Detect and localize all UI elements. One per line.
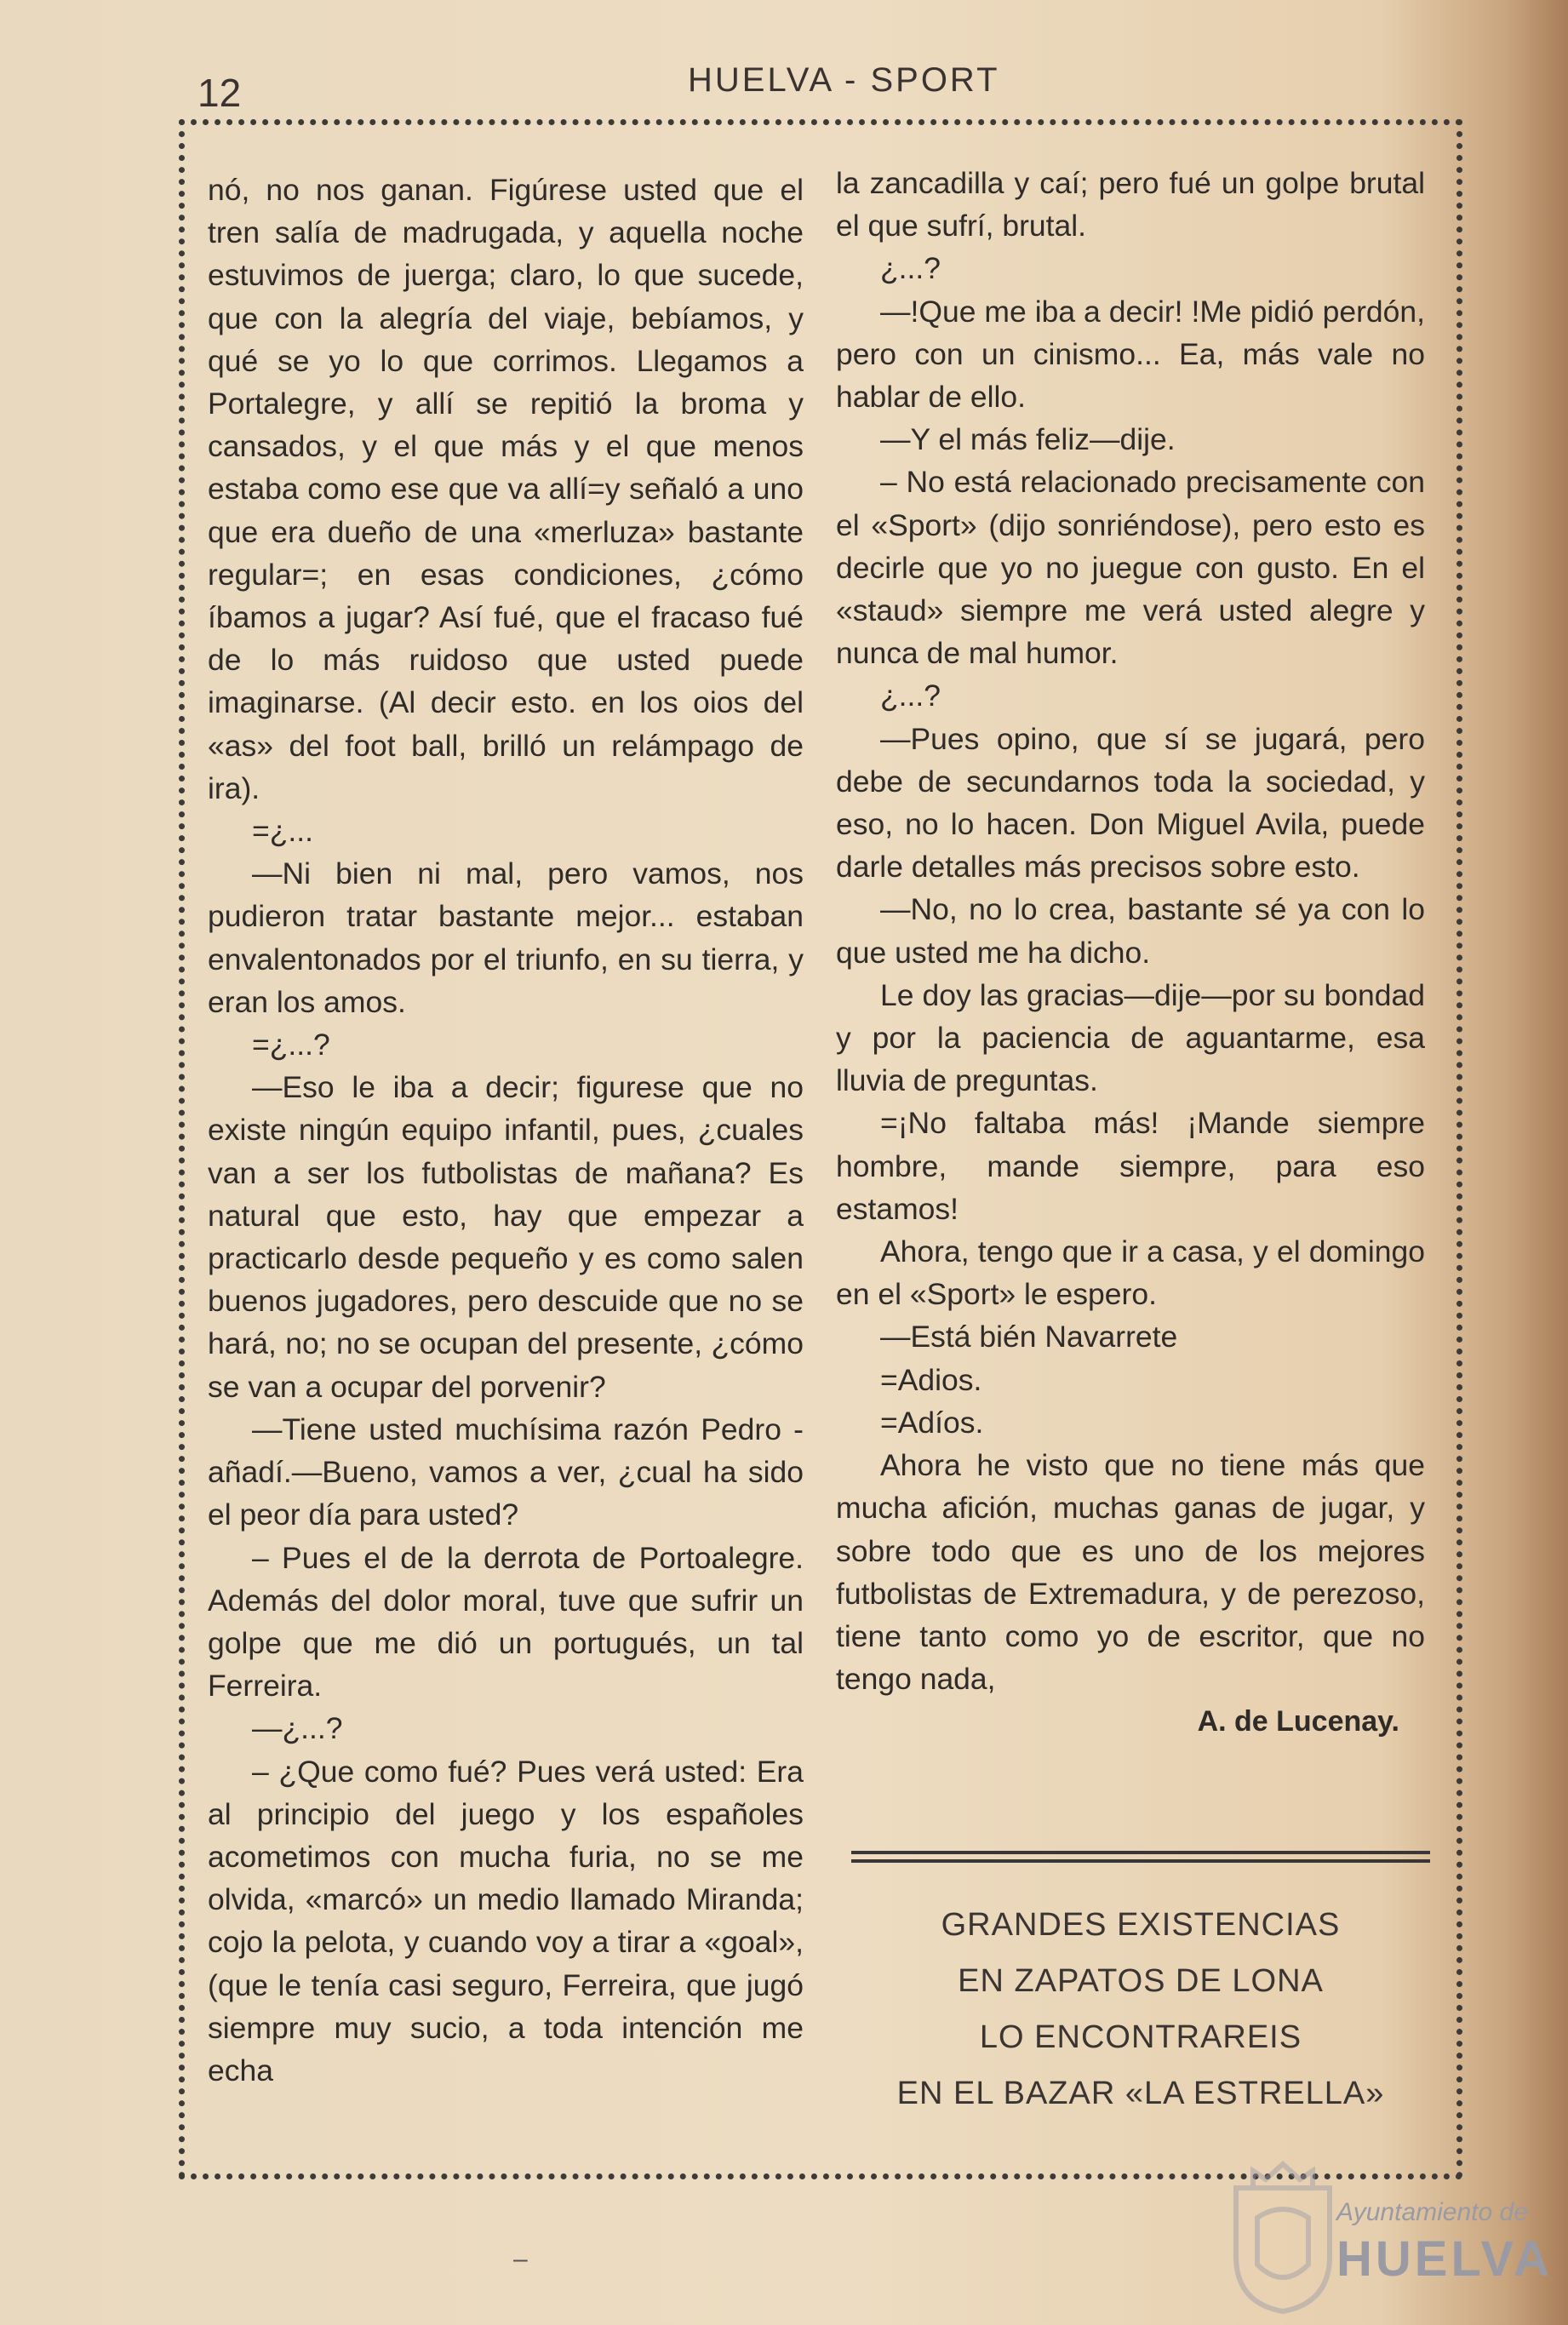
divider-rule [851,1859,1430,1863]
right-column [836,162,1425,1744]
ad-line: EN ZAPATOS DE LONA [958,1963,1324,1999]
paragraph: —Ni bien ni mal, pero vamos, nos pudieron tratar bastante mejor... estaban envalentonados por el triunfo, en su tierra, y eran los amos. [208,856,804,1019]
paragraph: —Y el más feliz—dije. [880,422,1176,457]
paragraph: =Adios. [880,1362,982,1397]
paragraph: —Está bién Navarrete [880,1320,1178,1354]
paragraph: —!Que me iba a decir! !Me pidió perdón, pero con un cinismo... Ea, más vale no hablar de ello. [836,294,1425,415]
page-number: 12 [197,71,242,115]
paragraph: Ahora, tengo que ir a casa, y el domingo en el «Sport» le espero. [836,1234,1425,1312]
paragraph: Ahora he visto que no tiene más que mucha afición, muchas ganas de jugar, y sobre todo que es uno de los mejores futbolistas de Extremadura, y de perezoso, tiene tanto como yo de escritor, que no tengo nada, [836,1448,1425,1697]
paragraph: nó, no nos ganan. Figúrese usted que el tren salía de madrugada, y aquella noche estuvimos de juerga; claro, lo que sucede, que con la alegría del viaje, bebíamos, y qué se yo lo que corrimos. Llegamos a Portalegre, y allí se repitió la broma y cansados, y el que más y el que menos estaba como ese que va allí=y señaló a uno que era dueño de una «merluza» bastante regular=; en esas condiciones, ¿cómo íbamos a jugar? Así fué, que el fracaso fué de lo más ruidoso que usted puede imaginarse. (Al decir esto. en los oios del «as» del foot ball, brilló un relámpago de ira). [208,173,804,805]
paragraph: =Adíos. [880,1405,984,1440]
paragraph: —No, no lo crea, bastante sé ya con lo que usted me ha dicho. [836,892,1425,970]
paragraph: =¿...? [252,1028,330,1062]
paragraph: —Eso le iba a decir; figurese que no existe ningún equipo infantil, pues, ¿cuales van a ser los futbolistas de mañana? Es natural que esto, hay que empezar a practicarlo desde pequeño y es como salen buenos jugadores, pero descuide que no se hará, no; no se ocupan del presente, ¿cómo se van a ocupar del porvenir? [208,1070,804,1404]
watermark-label: Ayuntamiento de [1336,2198,1528,2226]
paragraph: —Pues opino, que sí se jugará, pero debe de secundarnos toda la sociedad, y eso, no lo hacen. Don Miguel Avila, puede darle detalles más precisos sobre esto. [836,721,1425,885]
paragraph: – ¿Que como fué? Pues verá usted: Era al principio del juego y los españoles acometimos con mucha furia, no se me olvida, «marcó» un medio llamado Miranda; cojo la pelota, y cuando voy a tirar a «goal», (que le tenía casi seguro, Ferreira, que jugó siempre muy sucio, a toda intención me echa [208,1754,804,2087]
footer-mark: – [513,2245,528,2273]
ad-line: LO ENCONTRAREIS [979,2019,1302,2055]
paragraph: —Tiene usted muchísima razón Pedro - añadí.—Bueno, vamos a ver, ¿cual ha sido el peor día para usted? [208,1412,804,1532]
paragraph: Le doy las gracias—dije—por su bondad y por la paciencia de aguantarme, esa lluvia de preguntas. [836,977,1425,1098]
paragraph: =¡No faltaba más! ¡Mande siempre hombre, mande siempre, para eso estamos! [836,1106,1425,1226]
divider-rule [851,1851,1430,1854]
paragraph: ¿...? [880,679,941,713]
advertisement [851,1897,1430,2122]
ad-line: GRANDES EXISTENCIAS [941,1907,1341,1943]
author-signature: A. de Lucenay. [1197,1705,1399,1738]
paragraph: – No está relacionado precisamente con el «Sport» (dijo sonriéndose), pero esto es decirle que yo no juegue con gusto. En el «staud» siempre me verá usted alegre y nunca de mal humor. [836,465,1425,671]
ad-line: EN EL BAZAR «LA ESTRELLA» [896,2076,1385,2111]
paragraph: =¿... [252,814,314,849]
paragraph: la zancadilla y caí; pero fué un golpe brutal el que sufrí, brutal. [836,166,1425,243]
paragraph: —¿...? [252,1711,343,1746]
running-title: HUELVA - SPORT [688,61,1000,99]
paragraph: ¿...? [880,251,941,286]
watermark-title: HUELVA [1336,2231,1553,2287]
paragraph: – Pues el de la derrota de Portoalegre. Además del dolor moral, tuve que sufrir un golpe que me dió un portugués, un tal Ferreira. [208,1540,804,1704]
left-column [208,169,804,2092]
